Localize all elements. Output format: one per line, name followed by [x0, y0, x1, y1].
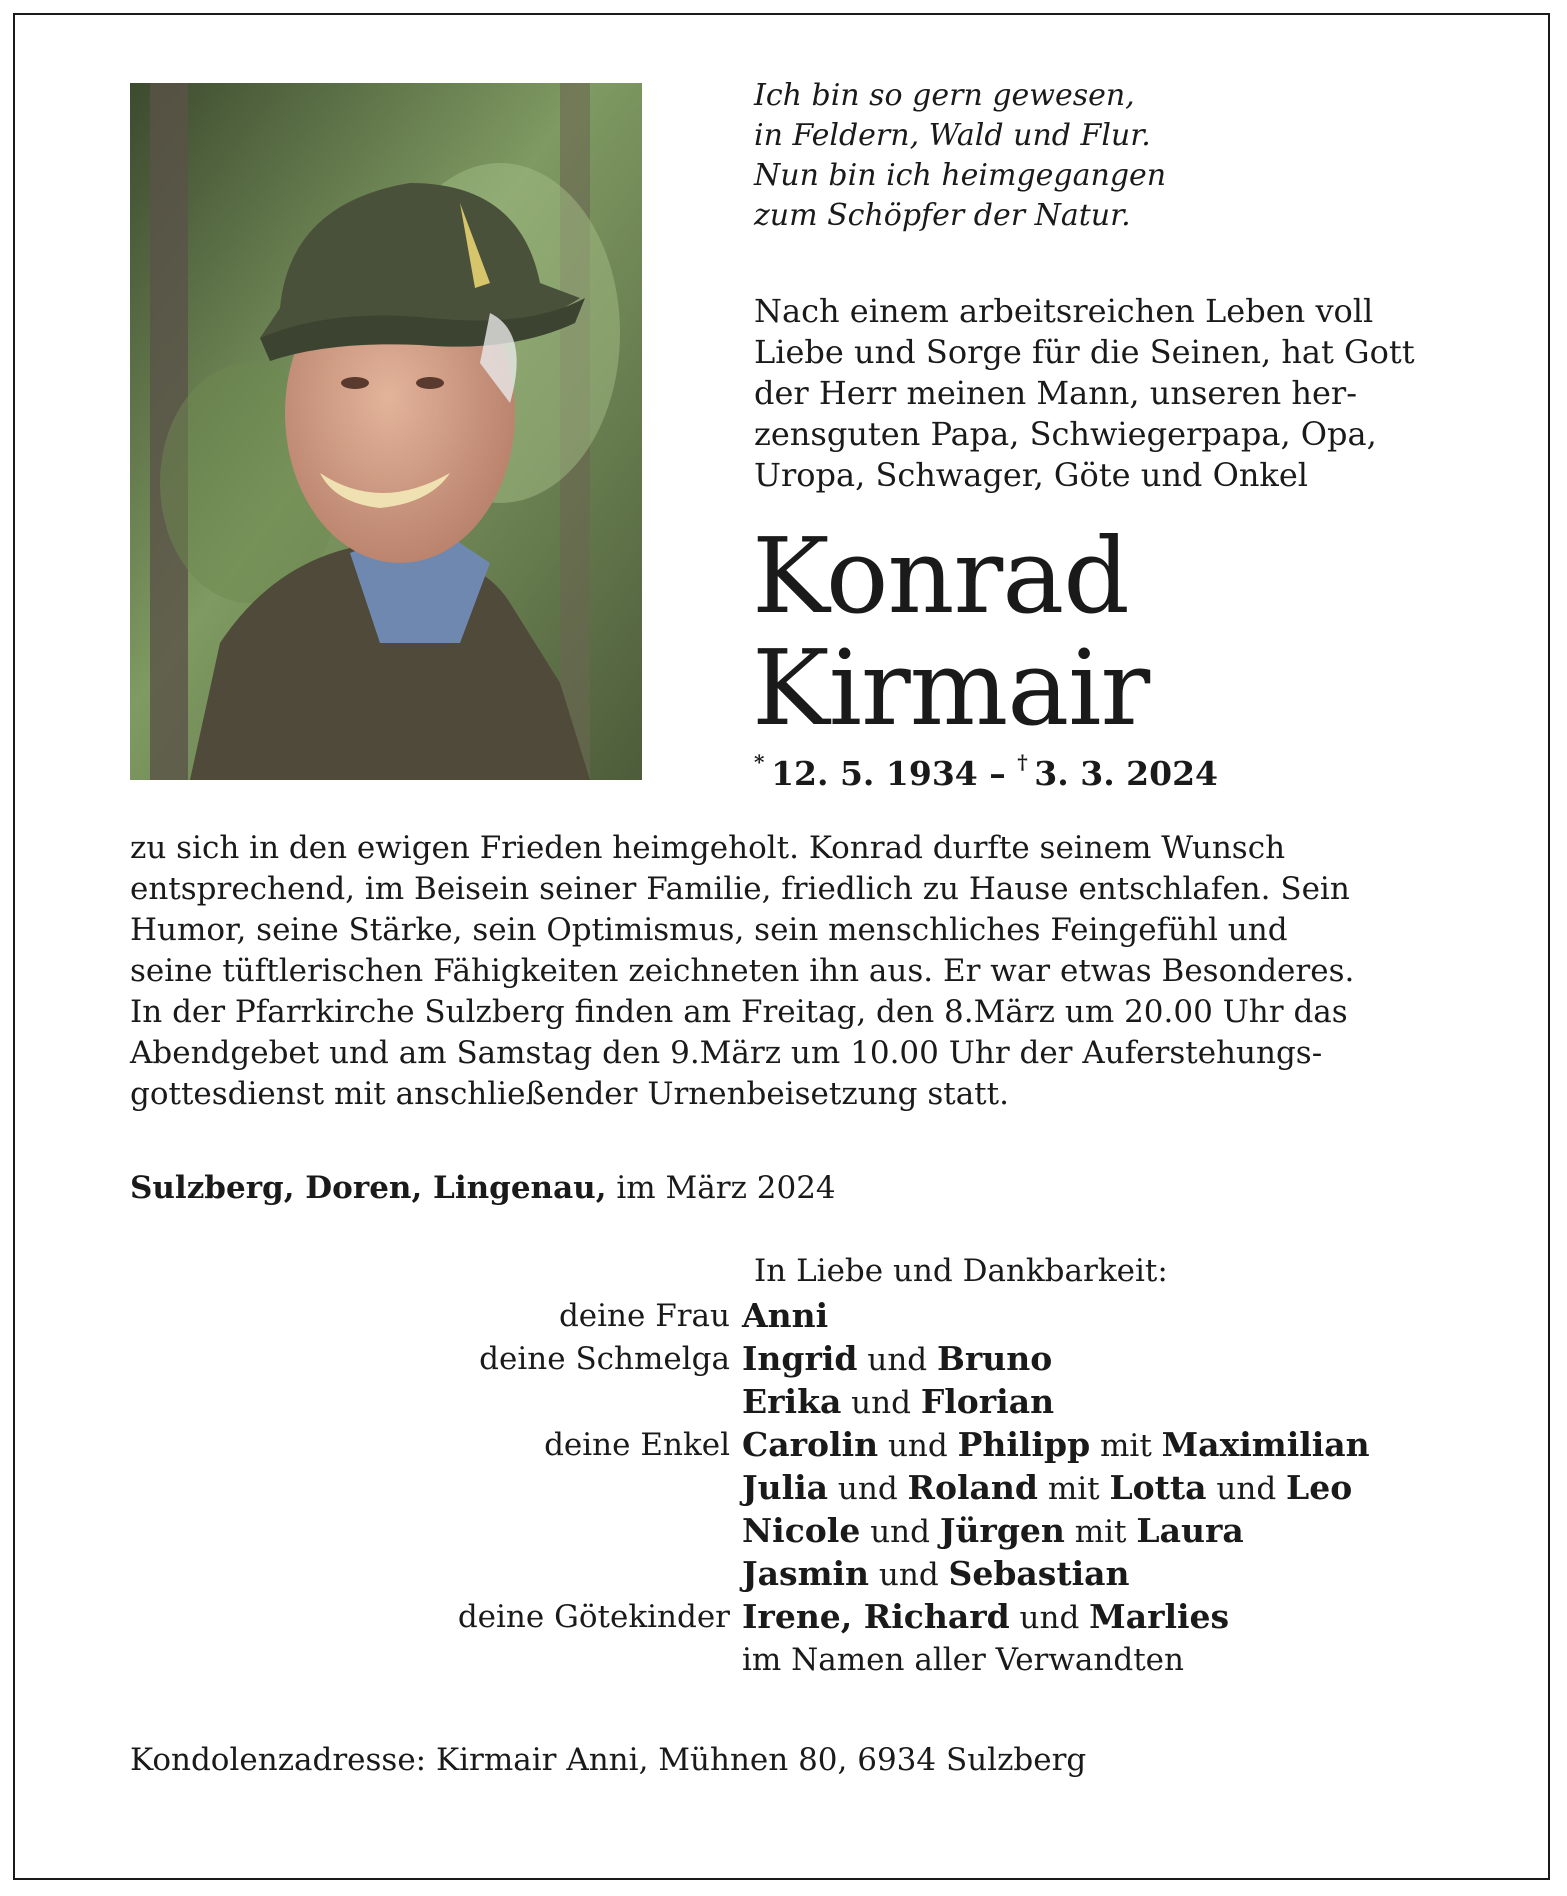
family-member-name: Bruno [936, 1339, 1053, 1378]
family-connector: mit [1064, 1514, 1137, 1550]
family-member-name: Lotta [1109, 1468, 1207, 1507]
life-dates [754, 746, 1218, 794]
intro-line: Liebe und Sorge für die Seinen, hat Gott [754, 333, 1415, 371]
family-names [742, 1338, 1440, 1381]
family-member-name: Julia [742, 1468, 829, 1507]
family-member-name: Nicole [742, 1511, 861, 1550]
family-connector: und [1009, 1600, 1090, 1636]
portrait-photo [130, 83, 642, 780]
family-names [742, 1295, 1440, 1338]
family-member-name: Philipp [957, 1425, 1091, 1464]
family-member-name: Erika [742, 1382, 842, 1421]
poem-line: Nun bin ich heimgegangen [754, 158, 1167, 193]
body-line: gottesdienst mit anschließender Urnenbeisetzung statt. [130, 1076, 1009, 1112]
family-row [130, 1338, 1440, 1381]
poem [754, 76, 1444, 236]
condolence-address: Kondolenzadresse: Kirmair Anni, Mühnen 80, 6934 Sulzberg [130, 1742, 1087, 1778]
family-connector: und [1206, 1471, 1287, 1507]
intro-text [754, 291, 1438, 496]
family-list [130, 1295, 1440, 1681]
intro-line: der Herr meinen Mann, unseren her- [754, 374, 1357, 412]
family-connector: im Namen aller Verwandten [742, 1642, 1184, 1678]
place-towns: Sulzberg, Doren, Lingenau, [130, 1170, 607, 1206]
intro-line: zensguten Papa, Schwiegerpapa, Opa, [754, 415, 1377, 453]
family-role [130, 1553, 742, 1596]
family-connector: mit [1037, 1471, 1110, 1507]
family-names [742, 1596, 1440, 1639]
family-member-name: Irene, Richard [742, 1597, 1010, 1636]
family-member-name: Carolin [742, 1425, 879, 1464]
body-line: seine tüftlerischen Fähigkeiten zeichneten ihn aus. Er war etwas Besonderes. [130, 953, 1355, 989]
body-text [130, 828, 1440, 1115]
poem-line: Ich bin so gern gewesen, [754, 78, 1135, 113]
place-month: im März 2024 [606, 1170, 836, 1206]
family-role: deine Schmelga [479, 1341, 730, 1377]
family-names [742, 1424, 1440, 1467]
family-role: deine Frau [558, 1298, 730, 1334]
body-line: Humor, seine Stärke, sein Optimismus, sein menschliches Feingefühl und [130, 912, 1288, 948]
family-names [742, 1510, 1440, 1553]
body-line: In der Pfarrkirche Sulzberg finden am Freitag, den 8.März um 20.00 Uhr das [130, 994, 1348, 1030]
family-row [130, 1424, 1440, 1467]
poem-line: zum Schöpfer der Natur. [754, 198, 1131, 233]
family-row [130, 1381, 1440, 1424]
family-names [742, 1553, 1440, 1596]
family-connector: und [878, 1428, 958, 1464]
family-member-name: Jürgen [939, 1511, 1065, 1550]
portrait-illustration [130, 83, 642, 780]
last-name: Kirmair [752, 627, 1150, 749]
death-symbol: † [1017, 750, 1028, 774]
family-row [130, 1295, 1440, 1338]
first-name: Konrad [752, 515, 1129, 637]
family-member-name: Roland [907, 1468, 1038, 1507]
family-member-name: Anni [742, 1296, 829, 1335]
family-connector: und [841, 1385, 921, 1421]
family-connector: und [860, 1514, 940, 1550]
family-names [742, 1467, 1440, 1510]
place-date [130, 1168, 836, 1208]
family-names [742, 1381, 1440, 1424]
family-member-name: Sebastian [948, 1554, 1130, 1593]
birth-date: 12. 5. 1934 [771, 754, 978, 793]
family-role: deine Götekinder [457, 1599, 730, 1635]
poem-line: in Feldern, Wald und Flur. [754, 118, 1151, 153]
date-separator: – [977, 754, 1018, 793]
family-member-name: Maximilian [1161, 1425, 1370, 1464]
family-connector: mit [1090, 1428, 1162, 1464]
family-role [130, 1381, 742, 1424]
body-line: entsprechend, im Beisein seiner Familie, friedlich zu Hause entschlafen. Sein [130, 871, 1350, 907]
family-member-name: Florian [920, 1382, 1055, 1421]
family-role [130, 1510, 742, 1553]
body-line: Abendgebet und am Samstag den 9.März um 10.00 Uhr der Auferstehungs- [130, 1035, 1323, 1071]
birth-symbol: * [754, 750, 765, 774]
thanks-heading: In Liebe und Dankbarkeit: [754, 1253, 1168, 1289]
family-row [130, 1510, 1440, 1553]
family-row [130, 1596, 1440, 1639]
family-role [130, 1467, 742, 1510]
family-row [130, 1553, 1440, 1596]
intro-line: Uropa, Schwager, Göte und Onkel [754, 456, 1308, 494]
family-member-name: Leo [1286, 1468, 1353, 1507]
family-row [130, 1467, 1440, 1510]
family-connector: und [857, 1342, 937, 1378]
family-member-name: Laura [1136, 1511, 1244, 1550]
family-role [130, 1639, 742, 1681]
family-member-name: Ingrid [742, 1339, 858, 1378]
death-date: 3. 3. 2024 [1034, 754, 1219, 793]
family-row [130, 1639, 1440, 1681]
family-names [742, 1639, 1440, 1681]
family-connector: und [828, 1471, 908, 1507]
deceased-name [752, 515, 1150, 749]
intro-line: Nach einem arbeitsreichen Leben voll [754, 292, 1374, 330]
body-line: zu sich in den ewigen Frieden heimgeholt. Konrad durfte seinem Wunsch [130, 830, 1286, 866]
family-member-name: Jasmin [742, 1554, 870, 1593]
family-role: deine Enkel [544, 1427, 730, 1463]
family-member-name: Marlies [1089, 1597, 1230, 1636]
family-connector: und [869, 1557, 949, 1593]
